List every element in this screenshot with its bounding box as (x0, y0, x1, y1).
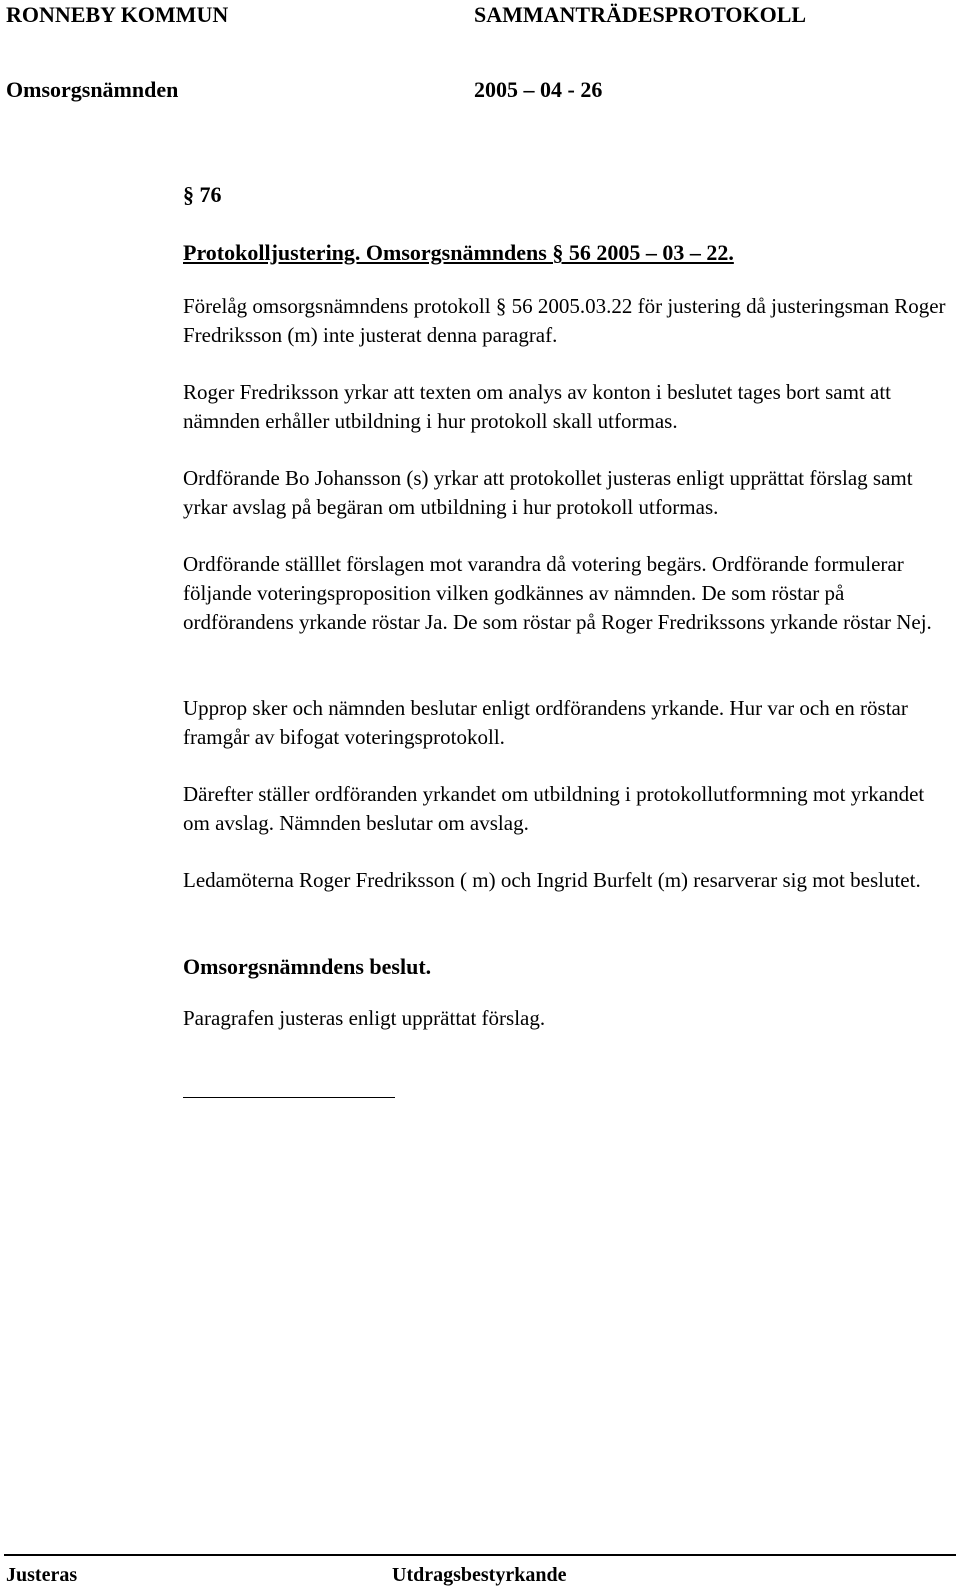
paragraph: Roger Fredriksson yrkar att texten om analys av konton i beslutet tages bort samt att nämnden erhåller utbildning i hur protokoll skall utformas. (183, 380, 892, 433)
section-heading: Protokolljustering. Omsorgsnämndens § 56 2005 – 03 – 22. (183, 240, 734, 265)
signature-line (183, 1097, 395, 1098)
footer-divider (4, 1554, 956, 1556)
meeting-date: 2005 – 04 - 26 (474, 77, 603, 102)
section-number: § 76 (183, 182, 222, 207)
committee-name: Omsorgsnämnden (6, 77, 179, 102)
footer-justeras: Justeras (6, 1564, 78, 1586)
paragraph: Ordförande ställlet förslagen mot varandra då votering begärs. Ordförande formulerar följande voteringsproposition vilken godkännes av nämnden. De som röstar på ordförandens yrkande röstar Ja. De som röstar på Roger Fredrikssons yrkande röstar Nej. (183, 552, 932, 634)
paragraph: Därefter ställer ordföranden yrkandet om utbildning i protokollutformning mot yrkandet om avslag. Nämnden beslutar om avslag. (183, 782, 925, 835)
section-body (183, 180, 953, 1030)
paragraph: Förelåg omsorgsnämndens protokoll § 56 2005.03.22 för justering då justeringsman Roger Fredriksson (m) inte justerat denna paragraf. (183, 294, 946, 347)
paragraph: Upprop sker och nämnden beslutar enligt ordförandens yrkande. Hur var och en röstar framgår av bifogat voteringsprotokoll. (183, 696, 908, 749)
decision-text: Paragrafen justeras enligt upprättat förslag. (183, 1006, 546, 1030)
decision-heading: Omsorgsnämndens beslut. (183, 954, 432, 979)
footer-utdragsbestyrkande: Utdragsbestyrkande (392, 1564, 567, 1586)
paragraph: Ledamöterna Roger Fredriksson ( m) och Ingrid Burfelt (m) resarverar sig mot beslutet. (183, 868, 921, 892)
document-type: SAMMANTRÄDESPROTOKOLL (474, 2, 807, 27)
organization-name: RONNEBY KOMMUN (6, 2, 229, 27)
paragraph: Ordförande Bo Johansson (s) yrkar att protokollet justeras enligt upprättat förslag samt yrkar avslag på begäran om utbildning i hur protokoll utformas. (183, 466, 913, 519)
